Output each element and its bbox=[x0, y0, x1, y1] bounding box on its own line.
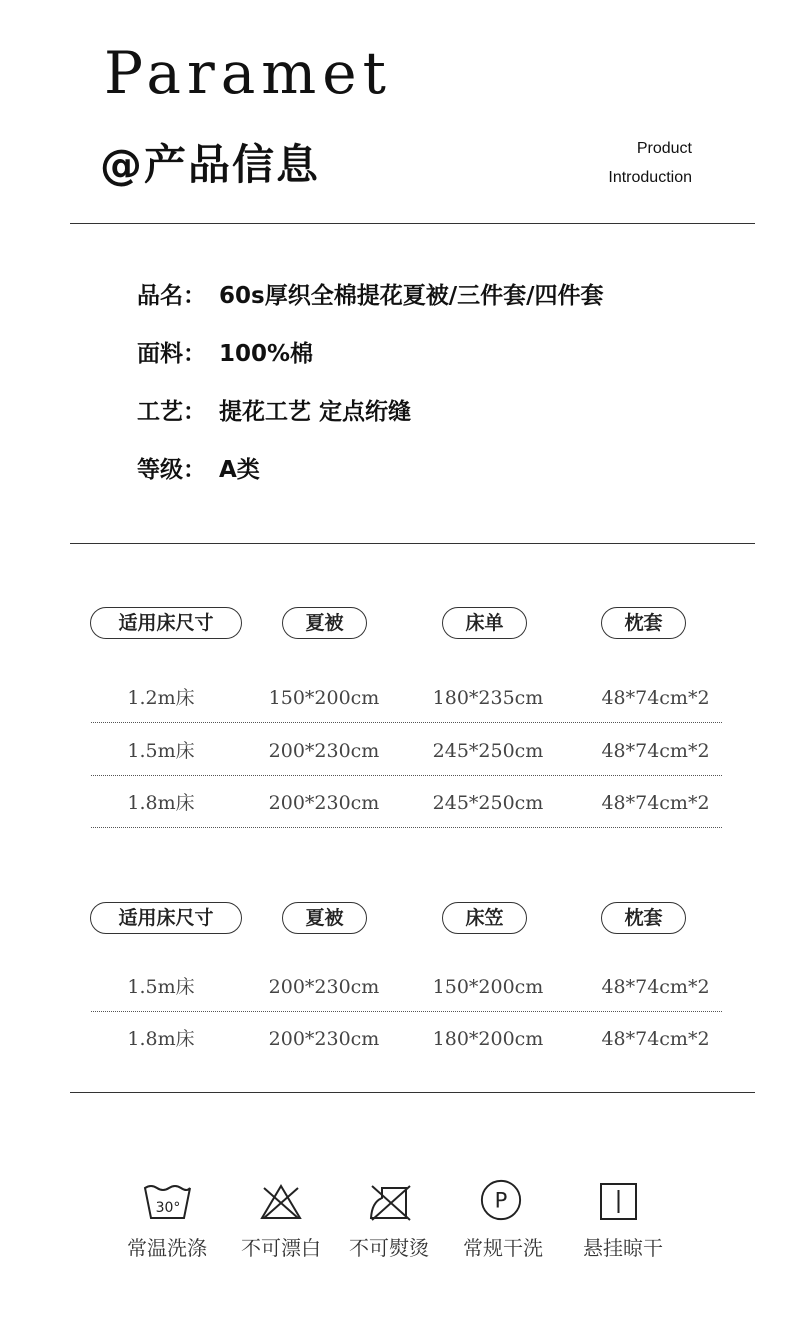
divider bbox=[70, 1092, 755, 1093]
table2-header-fitted-sheet: 床笠 bbox=[442, 902, 527, 934]
table2-header-bed-size: 适用床尺寸 bbox=[90, 902, 242, 934]
info-row-grade bbox=[137, 459, 260, 482]
table1-header-quilt: 夏被 bbox=[282, 607, 367, 639]
table-cell: 48*74cm*2 bbox=[601, 1028, 710, 1050]
table-cell: 48*74cm*2 bbox=[601, 792, 710, 814]
table2-header-pillowcase: 枕套 bbox=[601, 902, 686, 934]
dry-clean-letter: P bbox=[494, 1187, 508, 1213]
table2-header-quilt: 夏被 bbox=[282, 902, 367, 934]
info-row-material bbox=[137, 343, 313, 366]
line-dry-icon bbox=[594, 1180, 644, 1228]
table-cell: 200*230cm bbox=[268, 792, 380, 814]
table-cell: 150*200cm bbox=[268, 687, 380, 709]
info-value: 提花工艺 定点绗缝 bbox=[219, 399, 412, 425]
info-value: 60s厚织全棉提花夏被/三件套/四件套 bbox=[219, 283, 604, 309]
table-cell: 180*235cm bbox=[432, 687, 544, 709]
table-cell: 150*200cm bbox=[432, 976, 544, 998]
care-label-no-bleach: 不可漂白 bbox=[241, 1236, 321, 1260]
care-label-dry-clean: 常规干洗 bbox=[463, 1236, 543, 1260]
info-key: 面料： bbox=[137, 341, 206, 367]
info-row-name bbox=[137, 285, 604, 308]
title-chinese: @产品信息 bbox=[100, 140, 321, 189]
info-key: 等级： bbox=[137, 457, 206, 483]
table-cell: 1.2m床 bbox=[127, 687, 195, 709]
table-cell: 48*74cm*2 bbox=[601, 976, 710, 998]
info-key: 品名： bbox=[137, 283, 206, 309]
row-divider bbox=[91, 775, 722, 776]
info-key: 工艺： bbox=[137, 399, 206, 425]
info-value: A类 bbox=[219, 457, 260, 483]
table-cell: 1.5m床 bbox=[127, 976, 195, 998]
row-divider bbox=[91, 827, 722, 828]
divider bbox=[70, 223, 755, 224]
table-cell: 200*230cm bbox=[268, 740, 380, 762]
title-english: Paramet bbox=[104, 39, 392, 107]
intro-line-2: Introduction bbox=[608, 169, 692, 186]
row-divider bbox=[91, 722, 722, 723]
table-cell: 200*230cm bbox=[268, 976, 380, 998]
product-introduction-label bbox=[608, 134, 692, 192]
care-label-wash: 常温洗涤 bbox=[127, 1236, 207, 1260]
info-value: 100%棉 bbox=[219, 341, 314, 367]
care-label-no-iron: 不可熨烫 bbox=[349, 1236, 429, 1260]
wash-temperature: 30° bbox=[155, 1200, 181, 1216]
table-cell: 245*250cm bbox=[432, 792, 544, 814]
table-cell: 1.8m床 bbox=[127, 1028, 195, 1050]
table-cell: 1.5m床 bbox=[127, 740, 195, 762]
no-iron-icon bbox=[366, 1180, 416, 1228]
care-label-line-dry: 悬挂晾干 bbox=[583, 1236, 663, 1260]
table-cell: 200*230cm bbox=[268, 1028, 380, 1050]
info-row-craft bbox=[137, 401, 411, 424]
table1-header-sheet: 床单 bbox=[442, 607, 527, 639]
divider bbox=[70, 543, 755, 544]
table1-header-pillowcase: 枕套 bbox=[601, 607, 686, 639]
table-cell: 48*74cm*2 bbox=[601, 740, 710, 762]
table-cell: 180*200cm bbox=[432, 1028, 544, 1050]
no-bleach-icon bbox=[256, 1180, 306, 1228]
dry-clean-p-icon bbox=[476, 1178, 526, 1226]
intro-line-1: Product bbox=[636, 140, 692, 157]
row-divider bbox=[91, 1011, 722, 1012]
table-cell: 48*74cm*2 bbox=[601, 687, 710, 709]
table1-header-bed-size: 适用床尺寸 bbox=[90, 607, 242, 639]
wash-30-icon bbox=[142, 1180, 192, 1228]
table-cell: 1.8m床 bbox=[127, 792, 195, 814]
table-cell: 245*250cm bbox=[432, 740, 544, 762]
